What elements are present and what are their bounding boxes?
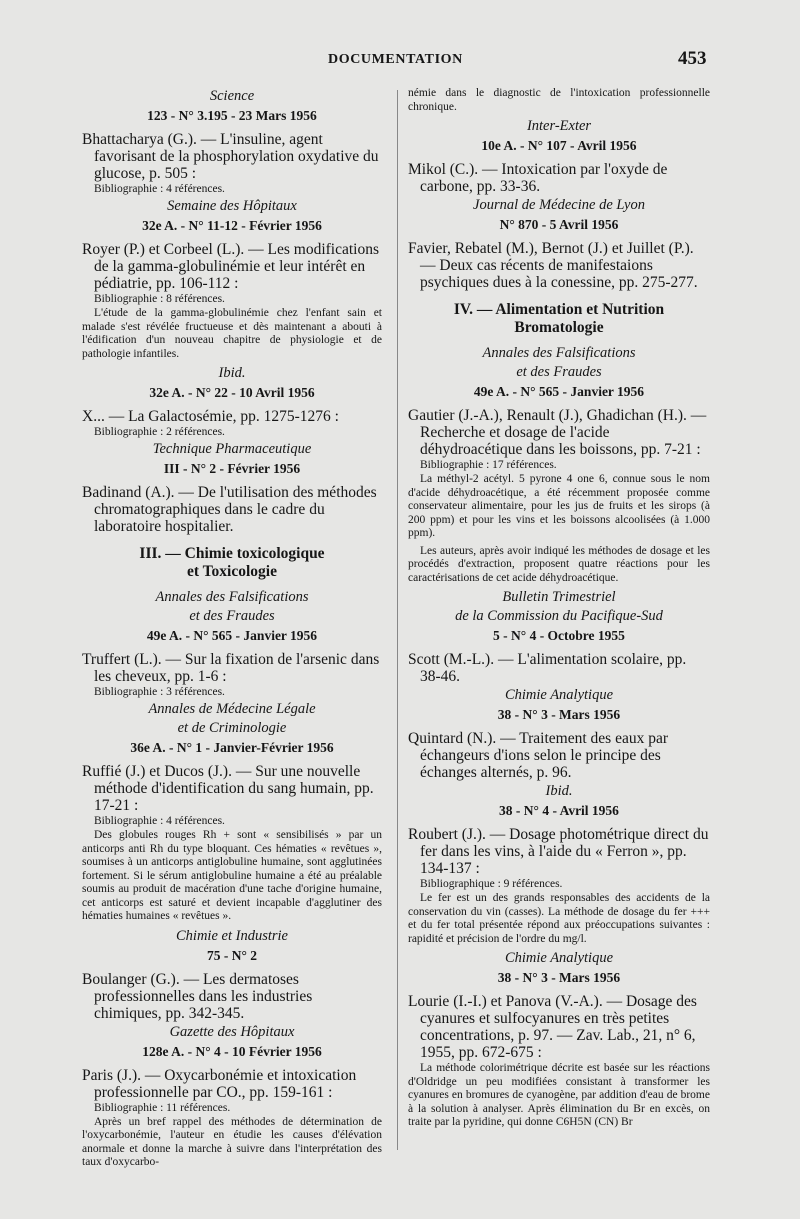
- bibliography-note: Bibliographie : 2 références.: [94, 426, 225, 438]
- reference-entry: Badinand (A.). — De l'utilisation des méthodes chromatographiques dans le cadre du laboratoire hospitalier.: [82, 484, 377, 535]
- reference-entry: Favier, Rebatel (M.), Bernot (J.) et Juillet (P.). — Deux cas récents de manifestaions psychiques dues à la conessine, pp. 275-277.: [408, 240, 698, 291]
- abstract-text: Le fer est un des grands responsables des accidents de la conservation du vin (casses). La méthode de dosage du fer +++ et du fer total présentée répond aux préoccupations suivantes : rapidité et précision de l'ordre du mg/l.: [408, 892, 710, 945]
- journal-title: de la Commission du Pacifique-Sud: [455, 608, 663, 624]
- issue-line: III - N° 2 - Février 1956: [163, 461, 301, 476]
- section-heading-line: IV. — Alimentation et Nutrition: [453, 301, 665, 318]
- reference-entry: Scott (M.-L.). — L'alimentation scolaire, pp. 38-46.: [408, 651, 687, 685]
- page-number: 453: [678, 48, 707, 69]
- issue-line: 36e A. - N° 1 - Janvier-Février 1956: [130, 740, 334, 755]
- abstract-continuation: némie dans le diagnostic de l'intoxication professionnelle chronique.: [408, 87, 710, 113]
- bibliography-note: Bibliographie : 8 références.: [94, 293, 225, 305]
- bibliography-note: Bibliographie : 3 références.: [94, 686, 225, 698]
- issue-line: 49e A. - N° 565 - Janvier 1956: [146, 628, 318, 643]
- journal-title: Annales des Falsifications: [155, 589, 309, 605]
- reference-entry: Boulanger (G.). — Les dermatoses professionnelles dans les industries chimiques, pp. 342-345.: [82, 970, 313, 1022]
- reference-entry: Quintard (N.). — Traitement des eaux par échangeurs d'ions selon le principe des échanges alternés, p. 96.: [408, 730, 668, 781]
- journal-title: Chimie Analytique: [504, 950, 614, 966]
- issue-line: 38 - N° 3 - Mars 1956: [497, 707, 621, 722]
- reference-entry: Ruffié (J.) et Ducos (J.). — Sur une nouvelle méthode d'identification du sang humain, pp. 17-21 :: [82, 763, 374, 814]
- journal-title: Ibid.: [545, 783, 573, 799]
- bibliography-note: Bibliographie : 4 références.: [94, 183, 225, 195]
- journal-title: Ibid.: [218, 365, 246, 381]
- bibliography-note: Bibliographie : 4 références.: [94, 815, 225, 827]
- abstract-text: L'étude de la gamma-globulinémie chez l'enfant sain et malade s'est révélée fructueuse et dès maintenant a abouti à l'édification d'un nouveau chapitre de physiologie et de pathologie infantiles.: [82, 307, 382, 360]
- reference-entry: Bhattacharya (G.). — L'insuline, agent favorisant de la phosphorylation oxydative du glucose, p. 505 :: [82, 131, 379, 182]
- reference-entry: Gautier (J.-A.), Renault (J.), Ghadichan (H.). — Recherche et dosage de l'acide déhydroacétique dans les boissons, pp. 7-21 :: [408, 407, 707, 458]
- section-heading-line: Bromatologie: [514, 319, 604, 336]
- section-heading: [82, 545, 382, 581]
- running-title: DOCUMENTATION: [328, 52, 463, 67]
- right-column: [408, 86, 710, 1134]
- issue-line: 32e A. - N° 11-12 - Février 1956: [142, 218, 322, 233]
- issue-line: N° 870 - 5 Avril 1956: [499, 217, 619, 232]
- abstract-text: Les auteurs, après avoir indiqué les méthodes de dosage et les procédés d'extraction, proposent quatre réactions pour les caractérisations de cet acide déhydroacétique.: [408, 544, 710, 584]
- section-heading: [408, 301, 710, 337]
- journal-title: Annales de Médecine Légale: [148, 701, 316, 717]
- abstract-text: La méthyl-2 acétyl. 5 pyrone 4 one 6, connue sous le nom d'acide déhydroacétique, a été récemment proposée comme conservateur alimentaire, pour les jus de fruits et les sirops (à 200 ppm) et pour les vins et les boissons alcoolisées (à 1.000 ppm).: [408, 473, 710, 539]
- issue-line: 75 - N° 2: [206, 947, 258, 963]
- issue-line: 10e A. - N° 107 - Avril 1956: [481, 138, 637, 153]
- abstract-text: Après un bref rappel des méthodes de détermination de l'oxycarbonémie, l'auteur en étudie les causes d'élévation anormale et donne la marche à suivre dans l'interprétation des taux d'oxycarbo-: [82, 1115, 382, 1168]
- reference-entry: Royer (P.) et Corbeel (L.). — Les modifications de la gamma-globulinémie et leur intérêt en pédiatrie, pp. 106-112 :: [82, 241, 380, 292]
- bibliography-note: Bibliographique : 9 références.: [420, 878, 563, 890]
- journal-title: Technique Pharmaceutique: [152, 441, 312, 457]
- left-column: [82, 86, 382, 1174]
- section-heading-line: III. — Chimie toxicologique: [139, 545, 325, 562]
- journal-title: et de Criminologie: [177, 720, 287, 736]
- column-divider: [397, 90, 398, 1150]
- journal-title: Science: [209, 88, 255, 104]
- bibliography-note: Bibliographie : 17 références.: [420, 459, 557, 471]
- page-header: [0, 44, 800, 74]
- issue-line: 32e A. - N° 22 - 10 Avril 1956: [149, 385, 315, 400]
- bibliography-note: Bibliographie : 11 références.: [94, 1101, 231, 1114]
- issue-line: 49e A. - N° 565 - Janvier 1956: [473, 384, 645, 399]
- journal-title: Semaine des Hôpitaux: [167, 198, 297, 214]
- journal-title: Chimie Analytique: [504, 687, 614, 703]
- issue-line: 123 - N° 3.195 - 23 Mars 1956: [147, 108, 317, 123]
- abstract-text: La méthode colorimétrique décrite est basée sur les réactions d'Oldridge un peu modifiées consistant à transformer les cyanures en bromures de cyanogène, par addition d'eau de brome à la solution à analyser. Après élimination du Br en excès, on traite par la pyridine, qui donne C6H5N (CN) Br: [408, 1062, 710, 1128]
- journal-title: et des Fraudes: [189, 608, 275, 624]
- journal-title: Annales des Falsifications: [482, 345, 636, 361]
- section-heading-line: et Toxicologie: [187, 563, 277, 580]
- journal-title: Bulletin Trimestriel: [502, 589, 616, 605]
- reference-entry: Lourie (I.-I.) et Panova (V.-A.). — Dosage des cyanures et sulfocyanures en très petites concentrations, p. 97. — Zav. Lab., 21, n° 6, 1955, pp. 672-675 :: [408, 993, 697, 1061]
- journal-title: et des Fraudes: [516, 364, 602, 380]
- abstract-text: Des globules rouges Rh + sont « sensibilisés » par un anticorps anti Rh du type bloquant. Ces hématies « revêtues », soumises à un anticorps antiglobuline humaine, sont agglutinées fortement. Si le sérum antiglobuline humaine a été au préalable soumis au produit de macération d'une tache d'origine humaine, cet anticorps est saturé et devient incapable d'agglutiner des hématies humaines « revêtues ».: [82, 829, 382, 922]
- journal-title: Chimie et Industrie: [176, 927, 288, 944]
- issue-line: 128e A. - N° 4 - 10 Février 1956: [142, 1043, 322, 1059]
- reference-entry: X... — La Galactosémie, pp. 1275-1276 :: [82, 408, 339, 425]
- issue-line: 5 - N° 4 - Octobre 1955: [493, 628, 625, 643]
- issue-line: 38 - N° 4 - Avril 1956: [499, 803, 619, 818]
- reference-entry: Mikol (C.). — Intoxication par l'oxyde de carbone, pp. 33-36.: [408, 161, 668, 195]
- journal-title: Gazette des Hôpitaux: [169, 1023, 295, 1040]
- journal-title: Journal de Médecine de Lyon: [473, 197, 645, 213]
- reference-entry: Truffert (L.). — Sur la fixation de l'arsenic dans les cheveux, pp. 1-6 :: [82, 651, 380, 685]
- reference-entry: Paris (J.). — Oxycarbonémie et intoxication professionnelle par CO., pp. 159-161 :: [82, 1066, 357, 1101]
- journal-title: Inter-Exter: [526, 118, 592, 134]
- reference-entry: Roubert (J.). — Dosage photométrique direct du fer dans les vins, à l'aide du « Ferron », pp. 134-137 :: [408, 826, 709, 877]
- issue-line: 38 - N° 3 - Mars 1956: [497, 970, 621, 985]
